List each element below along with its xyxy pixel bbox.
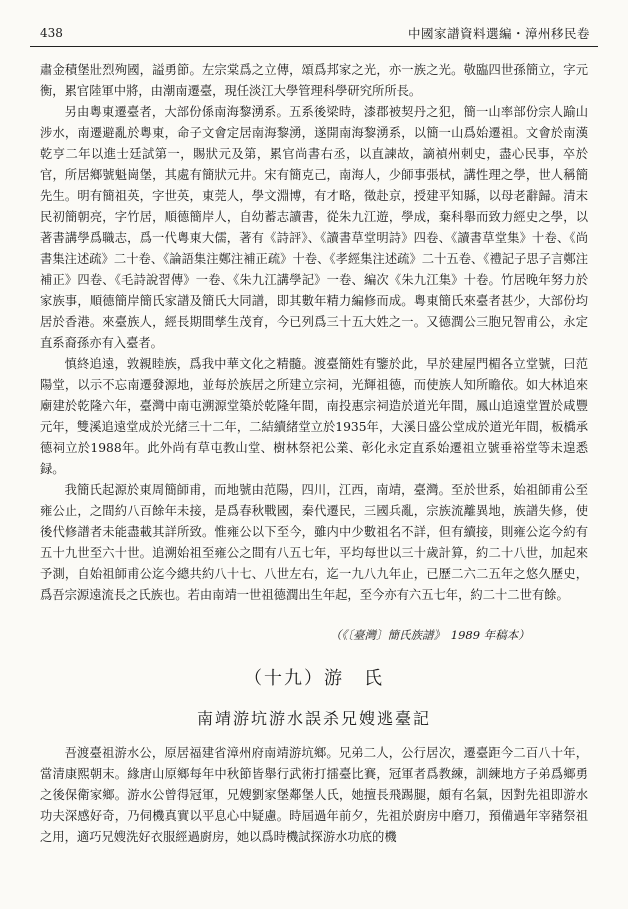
series-title: 中國家譜資料選編・漳州移民卷 (407, 26, 590, 41)
paragraph: 另由粵東遷臺者，大部份係南海黎湧系。五系後梁時，漆郡被契丹之犯，簡一山率部份宗人踰山涉水，南遷避亂於粵東，命子文會定居南海黎湧，遂開南海黎湧系，以簡一山爲始遷祖。文會於南漢乾亨二年以進士廷試第一，賜狀元及第，累官尚書右丞，以直諫故，謫禎州刺史，盡心民事，卒於官，所居鄉號魁崗堡，其處有簡狀元井。宋有簡克己，南海人，少師事張栻，講性理之學，世人稱簡先生。明有簡祖英，字世英，東莞人，學文淵博，有才略，徵赴京，授建平知縣，以母老辭歸。清末民初簡朝亮，字竹居，順德簡岸人，自幼蓄志讀書，從朱九江遊，學成，棄科舉而致力經史之學，以著書講學爲職志，爲一代粵東大儒，著有《詩評》、《讀書草堂明詩》四卷、《讀書草堂集》十卷、《尚書集注述疏》二十卷、《論語集注鄭注補正疏》十卷、《孝經集注述疏》二十五卷、《禮記子思子言鄭注補正》四卷、《毛詩說習傳》一卷、《朱九江講學記》一卷、編次《朱九江集》十卷。竹居晚年努力於家族事，順德簡岸簡氏家譜及簡氏大同譜，即其數年精力編修而成。粵東簡氏來臺者甚少，大部份均居於香港。來臺族人，經長期間孳生茂育，今已列爲三十五大姓之一。又德潤公三胞兄智甫公，永定直系裔孫亦有入臺者。 (40, 105, 588, 350)
section-heading: （十九）游 氏 (244, 668, 384, 689)
article-text-block (40, 743, 588, 848)
source-citation: （《〔臺灣〕簡氏族譜》 1989 年稿本） (330, 628, 530, 642)
article-title: 南靖游坑游水誤杀兄嫂逃臺記 (196, 709, 431, 728)
paragraph: 慎終追遠，敦親睦族，爲我中華文化之精髓。渡臺簡姓有鑒於此，早於建屋門楣各立堂號，曰范陽堂，以示不忘南遷發源地，並每於族居之所建立宗祠，光輝祖德，而使族人知所瞻依。如大林追來廟建於乾隆六年，臺灣中南屯溯源堂築於乾隆年間，南投惠宗祠造於道光年間，鳳山追遠堂置於咸豐元年，雙溪追遠堂成於光緒三十二年，二結續緒堂立於1935年，大溪日盛公堂成於道光年間，板橋承德祠立於1988年。此外尚有草屯教山堂、樹林祭祀公業、彰化永定直系始遷祖立號垂裕堂等未遑悉録。 (40, 357, 588, 476)
page-number: 438 (40, 26, 63, 40)
paragraph: 肅金積堡壯烈殉國，謚勇節。左宗棠爲之立傳，頌爲邦家之光，亦一族之光。敬臨四世孫簡立，字元衡，累官陸軍中將，由潮南遷臺，現任淡江大學管理科學研究所所長。 (40, 63, 588, 98)
paragraph: 吾渡臺祖游水公，原居福建省漳州府南靖游坑鄉。兄弟二人，公行居次，遷臺距今二百八十年，當清康熙朝末。緣唐山原鄉每年中秋節皆舉行武術打擂臺比賽，冠軍者爲教練，訓練地方子弟爲鄉勇之後保衛家鄉。游水公曾得冠軍，兄嫂劉家堡鄰堡人氏，她擅長飛踢腿，頗有名氣，因對先祖即游水功夫深感好奇，乃伺機真實以平息心中疑慮。時屆過年前夕，先祖於廚房中磨刀，預備過年宰豬祭祖之用，適巧兄嫂洗好衣服經過廚房，她以爲時機試探游水功底的機 (40, 746, 588, 844)
page-header (30, 18, 598, 47)
top-text-block (40, 60, 588, 606)
paragraph: 我簡氏起源於東周簡師甫，而地號由范陽，四川，江西，南靖，臺灣。至於世系，始祖師甫公至雍公止，之間約八百餘年未接，是爲春秋戰國，秦代遷民，三國兵亂，宗族流離異地，族譜失修，使後代修譜者未能盡載其詳所致。惟雍公以下至今，雖内中少數祖名不詳，但有續接，則雍公迄今約有五十九世至六十世。追溯始祖至雍公之間有八五七年，平均每世以三十歲計算，約二十八世，加起來予測，自始祖師甫公迄今總共約八十七、八世左右，迄一九八九年止，已歷二六二五年之悠久歷史，爲吾宗源遠流長之氏族也。若由南靖一世祖德潤出生年起，至今亦有六五七年，約二十二世有餘。 (40, 483, 588, 602)
